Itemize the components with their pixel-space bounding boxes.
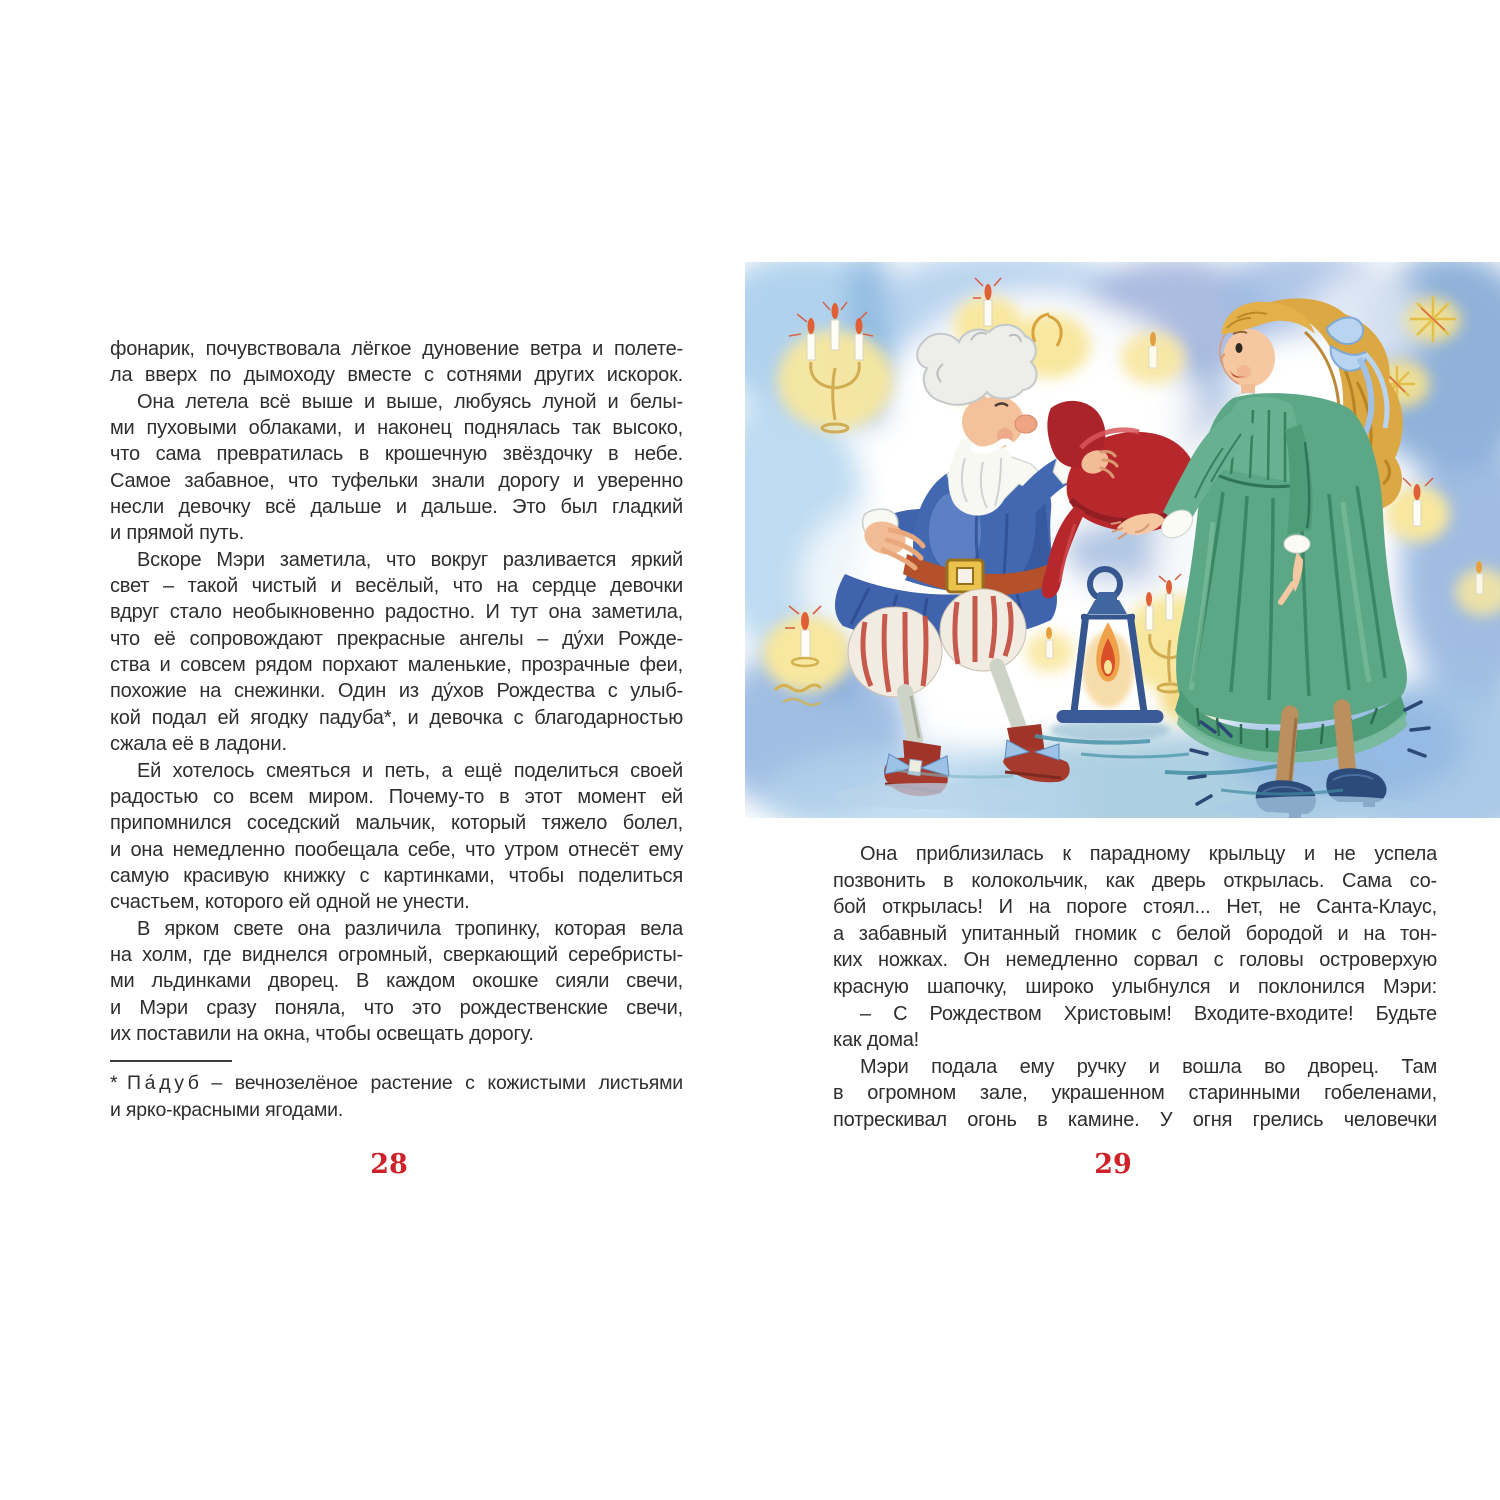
text-line: припомнился соседский мальчик, который тяжело болел, <box>110 812 683 835</box>
text-line: в огромном зале, украшенном старинными гобеленами, <box>833 1082 1437 1105</box>
text-line: самую красивую книжку с картинками, чтобы поделиться <box>110 864 683 887</box>
text-line: ми пуховыми облаками, и наконец поднялась так высоко, <box>110 417 683 440</box>
text-line: Ей хотелось смеяться и петь, а ещё поделиться своей <box>137 759 683 782</box>
text-line: Она приблизилась к парадному крыльцу и не успела <box>860 843 1437 865</box>
page-number-left: 28 <box>370 1149 408 1180</box>
text-line: ми льдинками дворец. В каждом окошке сияли свечи, <box>110 970 683 993</box>
text-line: кой подал ей ягодку падуба*, и девочка с благодарностью <box>110 706 683 729</box>
text-line: Мэри подала ему ручку и вошла во дворец. Там <box>860 1055 1437 1078</box>
text-line: свет – такой чистый и весёлый, что на сердце девочки <box>110 575 683 598</box>
text-line: позвонить в колокольчик, как дверь открылась. Сама со- <box>833 869 1437 892</box>
text-line: Она летела всё выше и выше, любуясь луной и белы- <box>137 390 683 413</box>
text-line: ла вверх по дымоходу вместе с сотнями других искорок. <box>110 364 683 387</box>
text-line: красную шапочку, широко улыбнулся и поклонился Мэри: <box>833 975 1437 998</box>
text-line: что сама превратилась в крошечную звёздочку в небе. <box>110 443 683 466</box>
right-page-text <box>833 841 1437 1134</box>
text-line: похожие на снежинки. Один из ду́хов Рождества с улыб- <box>110 680 683 703</box>
text-line: и она немедленно пообещала себе, что утром отнесёт ему <box>110 838 683 861</box>
text-line: ства и совсем рядом порхают маленькие, прозрачные феи, <box>110 654 683 677</box>
text-line: радостью со всем миром. Почему-то в этот момент ей <box>110 785 683 808</box>
text-line: что её сопровождают прекрасные ангелы – ду́хи Рожде- <box>110 627 683 650</box>
text-line: – С Рождеством Христовым! Входите-входите! Будьте <box>860 1002 1437 1025</box>
text-line: их поставили на окна, чтобы освещать дорогу. <box>110 1022 534 1045</box>
text-line: а забавный упитанный гномик с белой бородой и на тон- <box>833 922 1437 945</box>
story-illustration <box>745 262 1500 818</box>
text-line: вдруг стало необыкновенно радостно. И тут она заметила, <box>110 601 683 624</box>
text-line: В ярком свете она различила тропинку, которая вела <box>137 917 683 940</box>
page-number-right: 29 <box>1094 1149 1132 1180</box>
text-line: и Мэри сразу поняла, что это рождественские свечи, <box>110 996 683 1019</box>
text-line: как дома! <box>833 1029 920 1052</box>
text-line: несли девочку всё дальше и дальше. Это был гладкий <box>110 496 683 519</box>
text-line: потрескивал огонь в камине. У огня грелись человечки <box>833 1108 1437 1131</box>
text-line: ких ножках. Он немедленно сорвал с головы островерхую <box>833 949 1437 972</box>
text-line: бой открылась! И на пороге стоял... Нет, не Санта-Клаус, <box>833 896 1437 919</box>
text-line: на холм, где виднелся огромный, сверкающий серебристы- <box>110 943 683 966</box>
footnote <box>110 1070 683 1124</box>
text-line: и ярко-красными ягодами. <box>110 1099 344 1121</box>
story-illustration-svg <box>745 262 1500 818</box>
text-line: * П а́ д у б – вечнозелёное растение с кожистыми листьями <box>110 1072 683 1094</box>
text-line: и прямой путь. <box>110 522 245 545</box>
text-line: фонарик, почувствовала лёгкое дуновение ветра и полете- <box>110 338 683 360</box>
text-line: сжала её в ладони. <box>110 733 287 756</box>
footnote-rule <box>110 1060 232 1062</box>
text-line: счастьем, которого ей одной не унести. <box>110 891 470 914</box>
text-line: Самое забавное, что туфельки знали дорогу и уверенно <box>110 469 683 492</box>
text-line: Вскоре Мэри заметила, что вокруг разливается яркий <box>137 548 683 571</box>
left-page-text <box>110 336 683 1047</box>
